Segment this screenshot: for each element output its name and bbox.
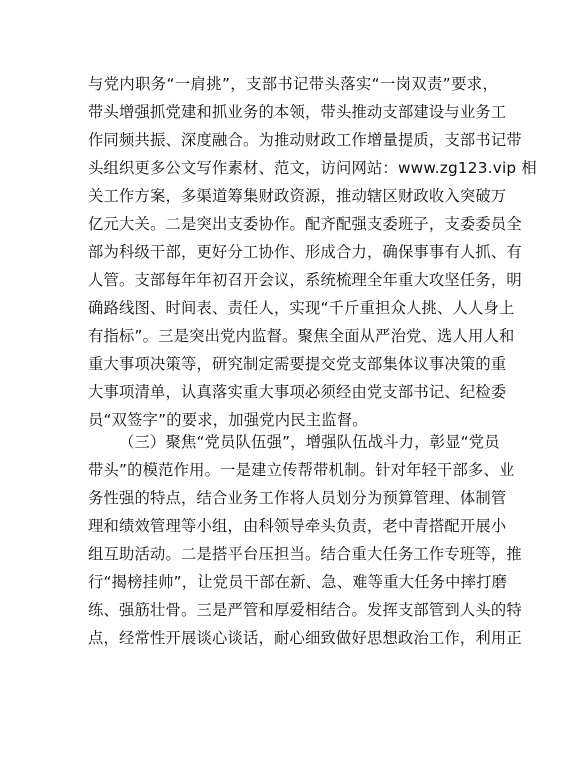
text-line: 关工作方案，多渠道筹集财政资源，推动辖区财政收入突破万: [88, 187, 507, 205]
text-line: 头组织更多公文写作素材、范文，访问网站：www.zg123.vip 相: [88, 159, 537, 177]
text-line: 练、强筋壮骨。三是严管和厚爱相结合。发挥支部管到人头的特: [88, 601, 522, 619]
text-line: 务性强的特点，结合业务工作将人员划分为预算管理、体制管: [88, 489, 507, 507]
text-line: 与党内职务“一肩挑”，支部书记带头落实“一岗双责”要求，: [88, 75, 498, 93]
text-line: 员“双签字”的要求，加强党内民主监督。: [88, 411, 368, 429]
text-line: 行“揭榜挂帅”，让党员干部在新、急、难等重大任务中摔打磨: [88, 573, 508, 591]
text-line: 重大事项决策等，研究制定需要提交党支部集体议事决策的重: [88, 355, 507, 373]
text-line: 大事项清单，认真落实重大事项必须经由党支部书记、纪检委: [88, 383, 507, 401]
text-line: 点，经常性开展谈心谈话，耐心细致做好思想政治工作，利用正: [88, 629, 522, 647]
text-line: 有指标”。三是突出党内监督。聚焦全面从严治党、选人用人和: [88, 327, 515, 345]
text-line: 确路线图、时间表、责任人，实现“千斤重担众人挑、人人身上: [88, 299, 515, 317]
paragraph-1: [88, 70, 537, 434]
text-line: 人管。支部每年年初召开会议，系统梳理全年重大攻坚任务，明: [88, 271, 522, 289]
section-heading-line: （三）聚焦“党员队伍强”，增强队伍战斗力，彰显“党员: [119, 433, 500, 451]
text-line: 理和绩效管理等小组，由科领导牵头负责，老中青搭配开展小: [88, 517, 507, 535]
text-line: 组互助活动。二是搭平台压担当。结合重大任务工作专班等，推: [88, 545, 522, 563]
text-line: 带头”的模范作用。一是建立传帮带机制。针对年轻干部多、业: [88, 461, 515, 479]
text-line: 亿元大关。二是突出支委协作。配齐配强支委班子，支委委员全: [88, 215, 522, 233]
text-line: 带头增强抓党建和抓业务的本领，带头推动支部建设与业务工: [88, 103, 507, 121]
paragraph-2: [88, 428, 522, 652]
text-line: 作同频共振、深度融合。为推动财政工作增量提质，支部书记带: [88, 131, 522, 149]
text-line: 部为科级干部，更好分工协作、形成合力，确保事事有人抓、有: [88, 243, 522, 261]
